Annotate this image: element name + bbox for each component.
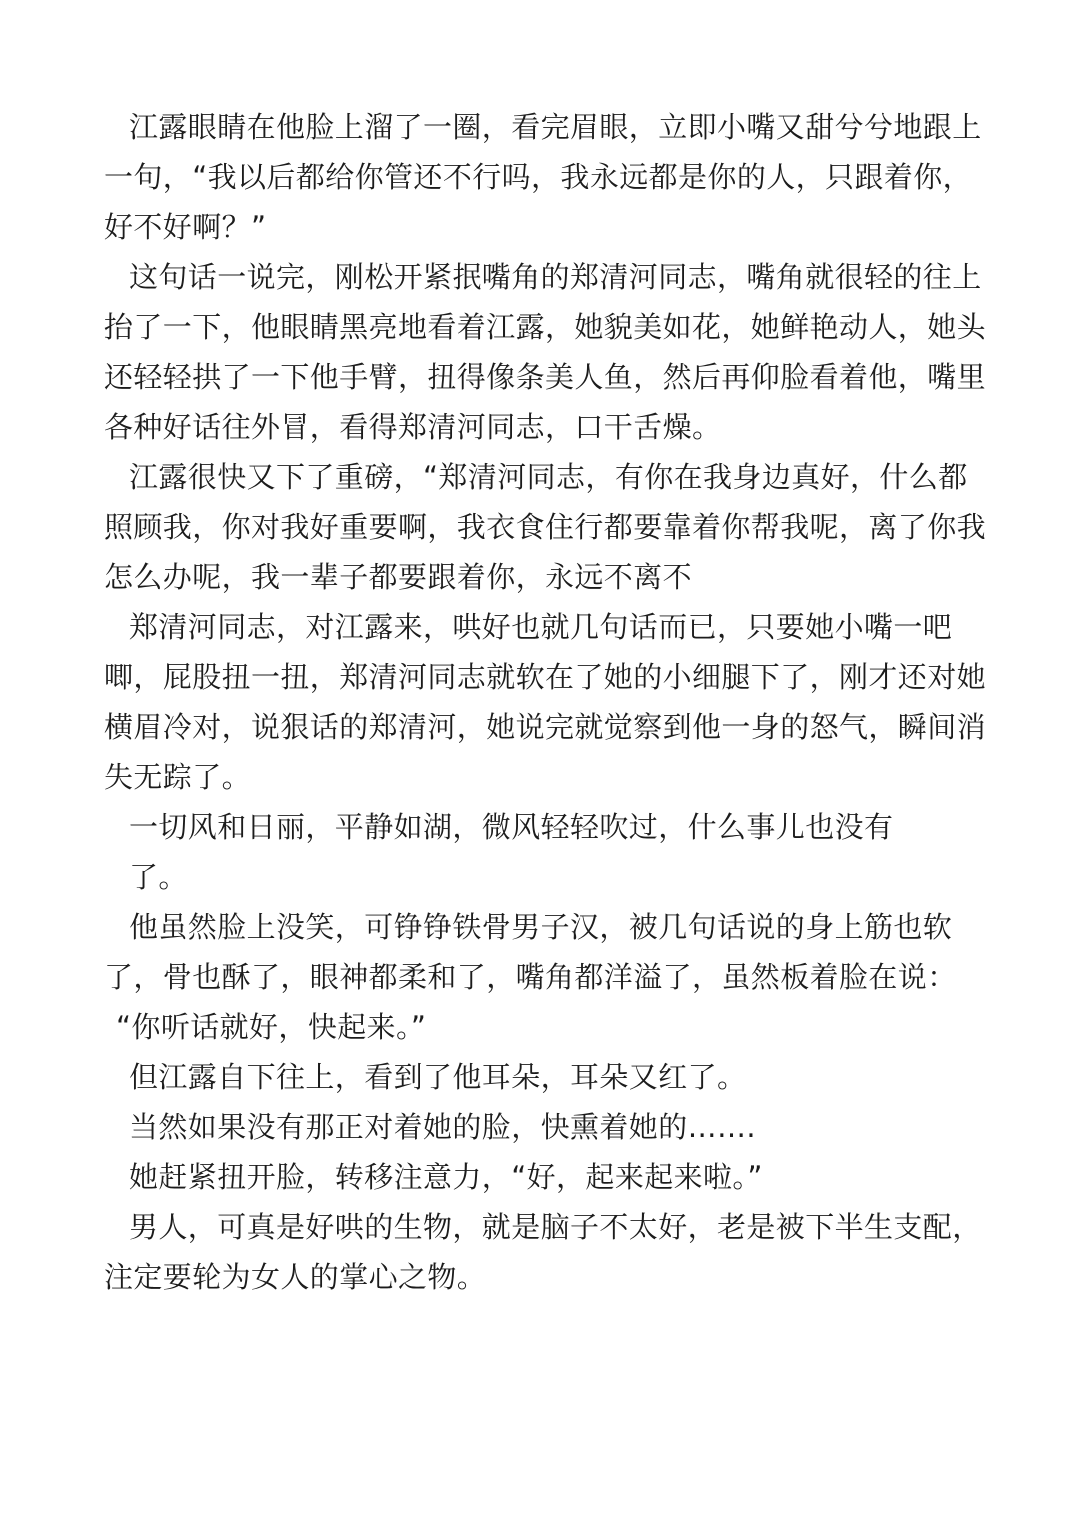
text-line: 照顾我，你对我好重要啊，我衣食住行都要靠着你帮我呢，离了你我: [104, 510, 987, 544]
text-line: 这句话一说完，刚松开紧抿嘴角的郑清河同志，嘴角就很轻的往上: [129, 260, 982, 294]
text-line: 了，骨也酥了，眼神都柔和了，嘴角都洋溢了，虽然板着脸在说：: [104, 960, 957, 994]
text-line: 江露眼睛在他脸上溜了一圈，看完眉眼，立即小嘴又甜兮兮地跟上: [129, 110, 982, 144]
text-line: 各种好话往外冒，看得郑清河同志，口干舌燥。: [104, 410, 722, 444]
text-line: 横眉冷对，说狠话的郑清河，她说完就觉察到他一身的怒气，瞬间消: [104, 710, 987, 744]
text-line: 当然如果没有那正对着她的脸，快熏着她的…….: [129, 1110, 757, 1144]
text-line: 郑清河同志，对江露来，哄好也就几句话而已，只要她小嘴一吧: [129, 610, 953, 644]
text-line: 注定要轮为女人的掌心之物。: [104, 1260, 487, 1294]
text-line: 江露很快又下了重磅，“郑清河同志，有你在我身边真好，什么都: [129, 460, 968, 494]
text-line: 她赶紧扭开脸，转移注意力，“好，起来起来啦。”: [129, 1160, 763, 1194]
text-line: 抬了一下，他眼睛黑亮地看着江露，她貌美如花，她鲜艳动人，她头: [104, 310, 987, 344]
text-line: 唧，屁股扭一扭，郑清河同志就软在了她的小细腿下了，刚才还对她: [104, 660, 987, 694]
text-line: 了。: [129, 860, 188, 894]
text-line: 怎么办呢，我一辈子都要跟着你，永远不离不: [104, 560, 693, 594]
text-line: 一句，“我以后都给你管还不行吗，我永远都是你的人，只跟着你，: [104, 160, 973, 194]
text-line: 男人，可真是好哄的生物，就是脑子不太好，老是被下半生支配，: [129, 1210, 982, 1244]
text-line: 他虽然脸上没笑，可铮铮铁骨男子汉，被几句话说的身上筋也软: [129, 910, 953, 944]
text-line: 好不好啊？”: [104, 210, 267, 244]
text-line: “你听话就好，快起来。”: [116, 1010, 427, 1044]
text-line: 但江露自下往上，看到了他耳朵，耳朵又红了。: [129, 1060, 747, 1094]
text-line: 一切风和日丽，平静如湖，微风轻轻吹过，什么事儿也没有: [129, 810, 894, 844]
text-line: 还轻轻拱了一下他手臂，扭得像条美人鱼，然后再仰脸看着他，嘴里: [104, 360, 987, 394]
text-line: 失无踪了。: [104, 760, 252, 794]
story-text: [104, 102, 987, 1302]
